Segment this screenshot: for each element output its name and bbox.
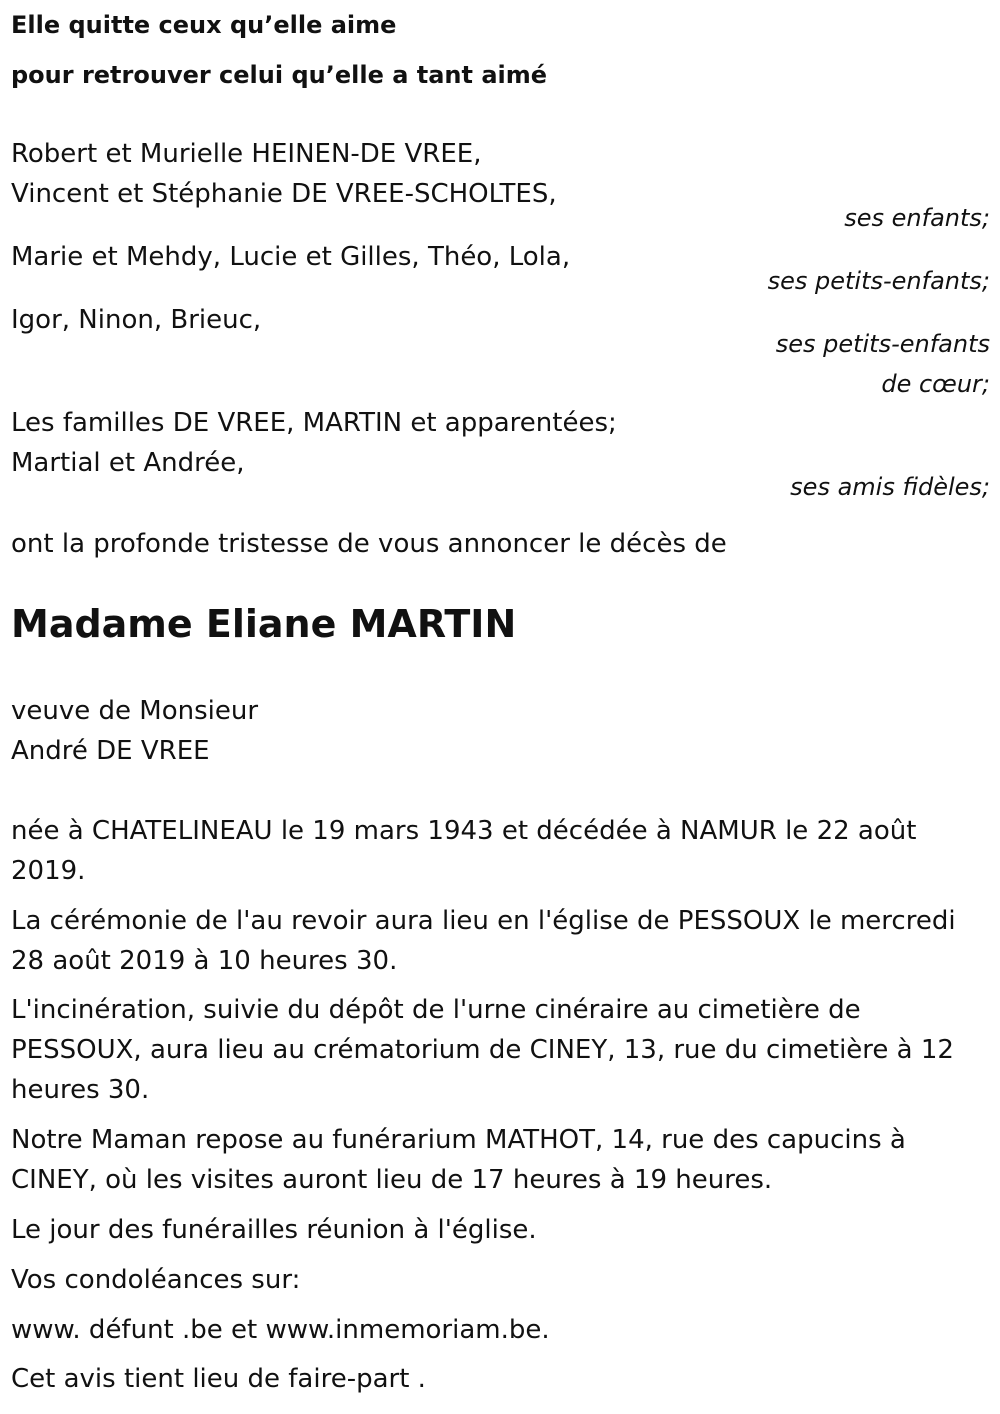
notice-line: Cet avis tient lieu de faire-part . (11, 1364, 426, 1394)
widow-line-2: André DE VREE (11, 736, 210, 766)
families-line: Les familles DE VREE, MARTIN et apparentées; (11, 408, 617, 438)
heart-role-line-1: ses petits-enfants (775, 330, 990, 358)
birth-death-line-1: née à CHATELINEAU le 19 mars 1943 et décédée à NAMUR le 22 août (11, 816, 917, 846)
announcement: ont la profonde tristesse de vous annoncer le décès de (11, 529, 727, 559)
friends-role: ses amis fidèles; (790, 473, 990, 501)
motto-line-1: Elle quitte ceux qu’elle aime (11, 11, 397, 39)
children-line-2: Vincent et Stéphanie DE VREE-SCHOLTES, (11, 179, 557, 209)
friends-line: Martial et Andrée, (11, 448, 245, 478)
funerarium-line-1: Notre Maman repose au funérarium MATHOT, 14, rue des capucins à (11, 1125, 906, 1155)
heart-grandchildren-line: Igor, Ninon, Brieuc, (11, 305, 262, 335)
incineration-line-3: heures 30. (11, 1075, 150, 1105)
incineration-line-2: PESSOUX, aura lieu au crématorium de CINEY, 13, rue du cimetière à 12 (11, 1035, 954, 1065)
children-line-1: Robert et Murielle HEINEN-DE VREE, (11, 139, 482, 169)
children-role: ses enfants; (844, 204, 990, 232)
widow-line-1: veuve de Monsieur (11, 696, 259, 726)
funerarium-line-2: CINEY, où les visites auront lieu de 17 heures à 19 heures. (11, 1165, 773, 1195)
ceremony-line-1: La cérémonie de l'au revoir aura lieu en l'église de PESSOUX le mercredi (11, 906, 956, 936)
grandchildren-role: ses petits-enfants; (767, 267, 990, 295)
birth-death-line-2: 2019. (11, 856, 86, 886)
heart-role-line-2: de cœur; (881, 370, 990, 398)
motto-line-2: pour retrouver celui qu’elle a tant aimé (11, 61, 548, 89)
deceased-name: Madame Eliane MARTIN (11, 602, 517, 646)
ceremony-line-2: 28 août 2019 à 10 heures 30. (11, 946, 398, 976)
incineration-line-1: L'incinération, suivie du dépôt de l'urne cinéraire au cimetière de (11, 995, 861, 1025)
grandchildren-line: Marie et Mehdy, Lucie et Gilles, Théo, Lola, (11, 242, 571, 272)
meeting-line: Le jour des funérailles réunion à l'église. (11, 1215, 537, 1245)
condolences-sites: www. défunt .be et www.inmemoriam.be. (11, 1315, 550, 1345)
condolences-label: Vos condoléances sur: (11, 1265, 301, 1295)
